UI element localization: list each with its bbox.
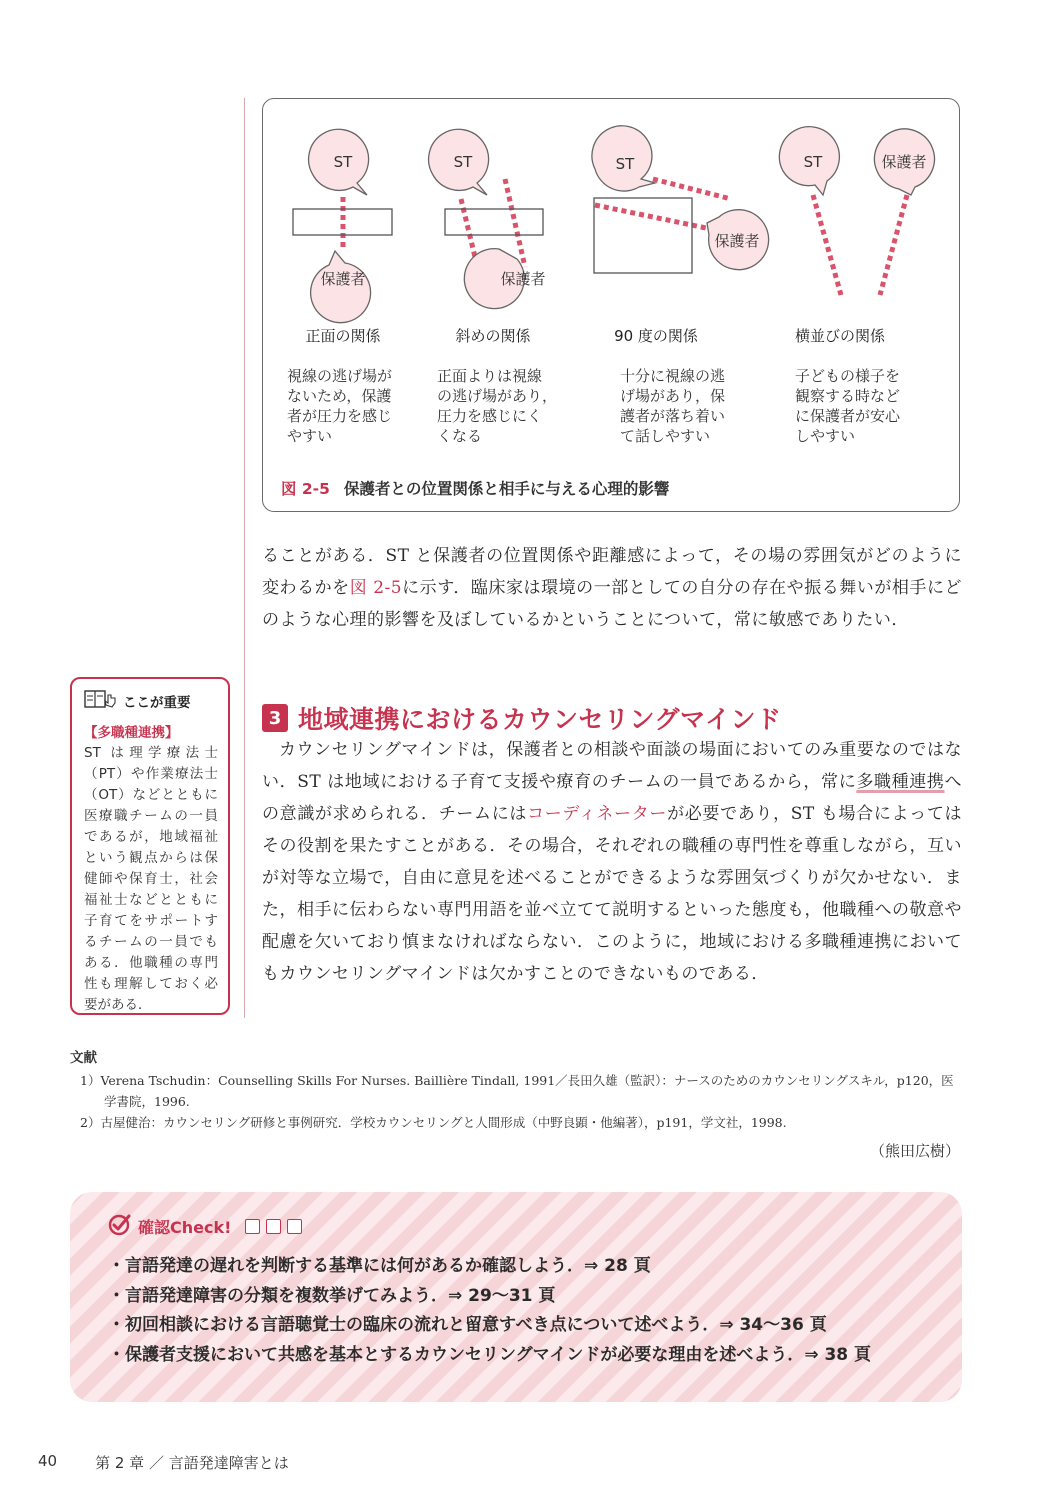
paragraph-1-text-b: に示す．臨床家は環境の一部としての自分の存在や振る舞いが相手にどのような心理的影響を及ぼしているかということについて，常に敏感でありたい． bbox=[262, 578, 963, 630]
column-title-side: 横並びの関係 bbox=[794, 327, 885, 345]
column-desc-diagonal: 正面よりは視線 の逃げ場があり， 圧力を感じにく くなる bbox=[437, 367, 558, 445]
gaze-line-90-st bbox=[653, 179, 731, 199]
check-item-1: ・言語発達の遅れを判断する基準には何があるか確認しよう．⇒ 28 頁 bbox=[108, 1256, 651, 1276]
check-list bbox=[108, 1252, 871, 1370]
checkbox-2[interactable] bbox=[266, 1219, 281, 1234]
paragraph-1-text-a: ることがある．ST と保護者の位置関係や距離感によって，その場の雰囲気がどのように変わるかを bbox=[262, 546, 962, 598]
relationship-diagram bbox=[263, 99, 961, 513]
section-heading bbox=[262, 701, 782, 735]
table-front bbox=[293, 209, 392, 235]
section-title: 地域連携におけるカウンセリングマインド bbox=[298, 705, 782, 734]
margin-guide-line bbox=[244, 98, 245, 1018]
side-note bbox=[70, 677, 230, 1015]
checkbox-1[interactable] bbox=[245, 1219, 260, 1234]
check-box bbox=[70, 1192, 962, 1402]
check-header bbox=[108, 1212, 308, 1240]
table-90 bbox=[594, 198, 692, 273]
column-title-90: 90 度の関係 bbox=[614, 327, 698, 345]
label-st-1: ST bbox=[333, 153, 353, 171]
paragraph-2-text-c: が必要であり，ST も場合によってはその役割を果たすことがある．その場合，それぞれの職種の専門性を尊重しながら，互いが対等な立場で，自由に意見を述べることができるような雰囲気づくりが欠かせない．また，相手に伝わらない専門用語を並べ立てて説明するといった態度も，他職種への敬意や配慮を欠いており慎まなければならない．このように，地域における多職種連携においてもカウンセリングマインドは欠かすことのできないものである． bbox=[262, 804, 963, 984]
gaze-line-side-guardian bbox=[880, 195, 907, 295]
figure-caption-text: 保護者との位置関係と相手に与える心理的影響 bbox=[343, 480, 670, 498]
check-mark-icon bbox=[108, 1212, 132, 1240]
book-pointer-icon bbox=[84, 689, 118, 713]
check-title: 確認Check! bbox=[138, 1217, 232, 1237]
side-note-term: 【多職種連携】 bbox=[84, 725, 179, 741]
label-guardian-2: 保護者 bbox=[500, 270, 546, 288]
figure-2-5 bbox=[262, 98, 960, 512]
figure-caption-number: 図 2-5 bbox=[281, 480, 330, 498]
label-st-2: ST bbox=[453, 153, 473, 171]
check-item-2: ・言語発達障害の分類を複数挙げてみよう．⇒ 29～31 頁 bbox=[108, 1285, 556, 1306]
author-name: （熊田広樹） bbox=[869, 1142, 960, 1160]
term-coordinator: コーディネーター bbox=[527, 804, 668, 824]
column-desc-side: 子どもの様子を 観察する時など に保護者が安心 しやすい bbox=[795, 367, 901, 445]
column-title-front: 正面の関係 bbox=[305, 327, 381, 345]
references-title: 文献 bbox=[70, 1050, 97, 1066]
side-note-body: ST は理学療法士（PT）や作業療法士（OT）などとともに医療職チームの一員であるが，地域福祉という観点からは保健師や保育士，社会福祉士などとともに子育てをサポートするチームの一員でもある．他職種の専門性も理解しておく必要がある． bbox=[84, 745, 218, 1013]
label-guardian-1: 保護者 bbox=[320, 270, 366, 288]
side-note-header bbox=[84, 689, 218, 713]
paragraph-2-text-a: カウンセリングマインドは，保護者との相談や面談の場面においてのみ重要なのではない．ST は地域における子育て支援や療育のチームの一員であるから，常に bbox=[262, 740, 962, 792]
chapter-title: 第 2 章 ／ 言語発達障害とは bbox=[95, 1454, 289, 1472]
gaze-line-side-st bbox=[813, 195, 841, 295]
column-title-diagonal: 斜めの関係 bbox=[455, 327, 531, 345]
checkbox-3[interactable] bbox=[287, 1219, 302, 1234]
column-desc-front: 視線の逃げ場が ないため，保護 者が圧力を感じ やすい bbox=[287, 367, 393, 445]
paragraph-1 bbox=[262, 540, 962, 636]
gaze-line-diagonal-guardian bbox=[461, 199, 475, 257]
reference-item-1: 1）Verena Tschudin：Counselling Skills For Nurses. Baillière Tindall, 1991／長田久雄（監訳）：ナースのためのカウンセリングスキル，p120，医学書院，1996. bbox=[80, 1073, 954, 1109]
figure-caption bbox=[281, 477, 669, 499]
label-st-4: ST bbox=[803, 153, 823, 171]
paragraph-2 bbox=[262, 734, 962, 990]
label-guardian-3: 保護者 bbox=[714, 232, 760, 250]
page-number: 40 bbox=[38, 1452, 58, 1470]
section-number: 3 bbox=[262, 704, 288, 732]
label-st-3: ST bbox=[615, 155, 635, 173]
references bbox=[70, 1046, 960, 1133]
page-footer bbox=[38, 1452, 289, 1473]
paragraph-2-text-b: への意識が求められる．チームには bbox=[262, 772, 963, 824]
table-diagonal bbox=[445, 209, 543, 235]
figure-reference: 図 2-5 bbox=[349, 578, 403, 598]
check-item-4: ・保護者支援において共感を基本とするカウンセリングマインドが必要な理由を述べよう．⇒ 38 頁 bbox=[108, 1344, 872, 1365]
gaze-line-90-guardian bbox=[595, 205, 711, 229]
side-note-heading: ここが重要 bbox=[123, 695, 191, 711]
label-guardian-4: 保護者 bbox=[881, 153, 927, 171]
term-interprofessional: 多職種連携 bbox=[856, 772, 945, 792]
reference-item-2: 2）古屋健治：カウンセリング研修と事例研究．学校カウンセリングと人間形成（中野良顕・他編著），p191，学文社，1998. bbox=[80, 1115, 787, 1130]
column-desc-90: 十分に視線の逃 げ場があり，保 護者が落ち着い て話しやすい bbox=[620, 367, 726, 445]
check-item-3: ・初回相談における言語聴覚士の臨床の流れと留意すべき点について述べよう．⇒ 34～36 頁 bbox=[108, 1315, 827, 1335]
